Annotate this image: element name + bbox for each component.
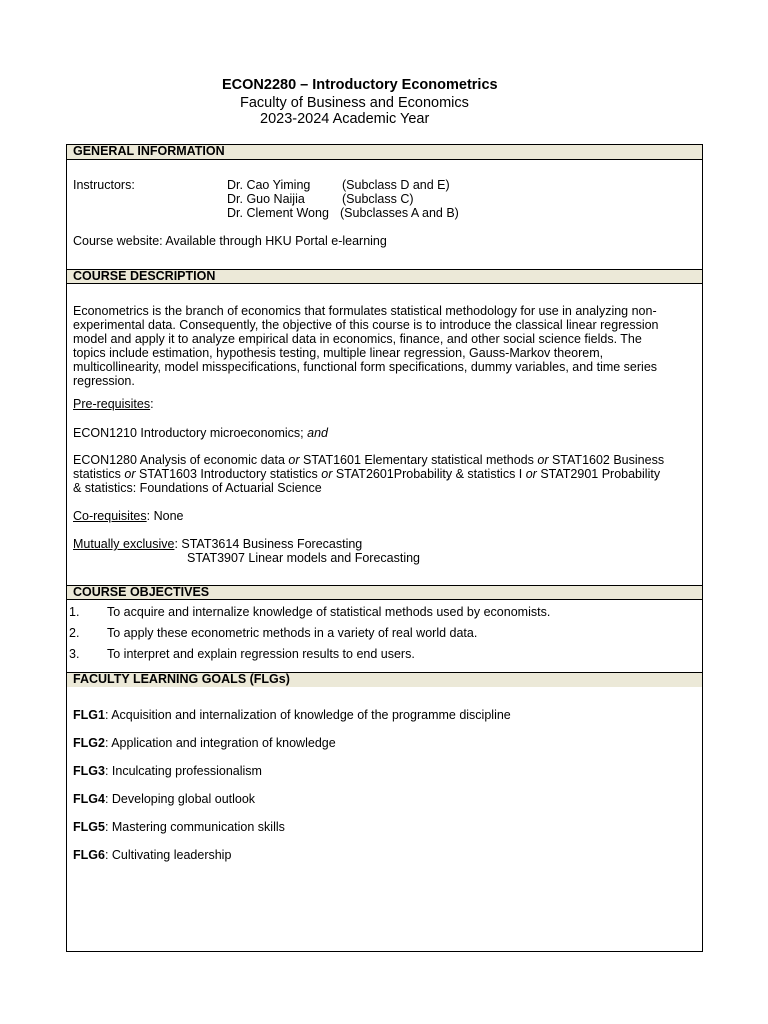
instructor-subclass: (Subclass C) bbox=[342, 192, 414, 206]
corequisites-value: : None bbox=[146, 509, 184, 523]
prereq-or: or bbox=[537, 453, 549, 467]
course-description-heading: COURSE DESCRIPTION bbox=[67, 269, 702, 284]
description-line: Econometrics is the branch of economics that formulates statistical methodology for use in analyzing non- bbox=[73, 304, 657, 318]
prerequisite-2-line: & statistics: Foundations of Actuarial Science bbox=[73, 481, 322, 495]
prereq-text: ECON1280 Analysis of economic data bbox=[73, 453, 289, 467]
prerequisites-label bbox=[73, 397, 154, 411]
objective-number: 1. bbox=[69, 605, 80, 619]
corequisites bbox=[73, 509, 183, 523]
instructors-label: Instructors: bbox=[73, 178, 135, 192]
mutually-exclusive-value: : STAT3614 Business Forecasting bbox=[174, 537, 363, 551]
objective-text: To apply these econometric methods in a variety of real world data. bbox=[107, 626, 478, 640]
prerequisite-and: and bbox=[307, 426, 328, 440]
course-title: ECON2280 – Introductory Econometrics bbox=[222, 77, 498, 93]
flg-code: FLG1 bbox=[73, 708, 105, 722]
prereq-text: STAT2601Probability & statistics I bbox=[332, 467, 526, 481]
faculty-name: Faculty of Business and Economics bbox=[240, 95, 469, 111]
flg-code: FLG5 bbox=[73, 820, 105, 834]
flg-text: : Mastering communication skills bbox=[104, 820, 285, 834]
course-objectives-heading: COURSE OBJECTIVES bbox=[67, 585, 702, 600]
instructor-name: Dr. Guo Naijia bbox=[227, 192, 305, 206]
prereq-text: statistics bbox=[73, 467, 125, 481]
flg-item bbox=[73, 708, 511, 722]
prerequisite-2-line bbox=[73, 467, 660, 481]
prerequisites-label-text: Pre-requisites bbox=[73, 397, 151, 411]
prerequisite-2-line bbox=[73, 453, 664, 467]
prereq-or: or bbox=[288, 453, 300, 467]
objective-number: 3. bbox=[69, 647, 80, 661]
flg-item bbox=[73, 820, 285, 834]
flg-item bbox=[73, 736, 336, 750]
prereq-text: STAT1602 Business bbox=[548, 453, 665, 467]
prerequisites-colon: : bbox=[150, 397, 154, 411]
flg-text: : Inculcating professionalism bbox=[104, 764, 262, 778]
prereq-text: STAT2901 Probability bbox=[536, 467, 661, 481]
prereq-or: or bbox=[321, 467, 333, 481]
flg-code: FLG4 bbox=[73, 792, 105, 806]
prerequisite-1 bbox=[73, 426, 328, 440]
description-line: multicollinearity, model misspecifications, functional form specifications, dummy variables, and time series bbox=[73, 360, 658, 374]
flg-text: : Acquisition and internalization of knowledge of the programme discipline bbox=[104, 708, 511, 722]
flg-text: : Cultivating leadership bbox=[104, 848, 232, 862]
flg-code: FLG3 bbox=[73, 764, 105, 778]
mutually-exclusive-label: Mutually exclusive bbox=[73, 537, 175, 551]
objective-text: To interpret and explain regression results to end users. bbox=[107, 647, 415, 661]
flg-item bbox=[73, 848, 231, 862]
mutually-exclusive bbox=[73, 537, 362, 551]
instructor-name: Dr. Clement Wong bbox=[227, 206, 329, 220]
course-website: Course website: Available through HKU Portal e-learning bbox=[73, 234, 387, 248]
flg-text: : Developing global outlook bbox=[104, 792, 256, 806]
corequisites-label: Co-requisites bbox=[73, 509, 147, 523]
flg-code: FLG2 bbox=[73, 736, 105, 750]
objective-number: 2. bbox=[69, 626, 80, 640]
instructor-subclass: (Subclasses A and B) bbox=[340, 206, 459, 220]
description-line: regression. bbox=[73, 374, 135, 388]
objective-text: To acquire and internalize knowledge of statistical methods used by economists. bbox=[107, 605, 551, 619]
prereq-or: or bbox=[124, 467, 136, 481]
prereq-text: STAT1601 Elementary statistical methods bbox=[299, 453, 538, 467]
flg-heading: FACULTY LEARNING GOALS (FLGs) bbox=[67, 672, 702, 687]
prerequisite-1-text: ECON1210 Introductory microeconomics; bbox=[73, 426, 308, 440]
description-line: topics include estimation, hypothesis testing, multiple linear regression, Gauss-Markov theorem, bbox=[73, 346, 604, 360]
prereq-or: or bbox=[525, 467, 537, 481]
mutually-exclusive-value: STAT3907 Linear models and Forecasting bbox=[187, 551, 420, 565]
flg-item bbox=[73, 792, 255, 806]
academic-year: 2023-2024 Academic Year bbox=[260, 111, 430, 127]
flg-item bbox=[73, 764, 262, 778]
description-line: experimental data. Consequently, the objective of this course is to introduce the classical linear regression bbox=[73, 318, 659, 332]
flg-code: FLG6 bbox=[73, 848, 105, 862]
prereq-text: STAT1603 Introductory statistics bbox=[135, 467, 322, 481]
description-line: model and apply it to analyze empirical data in economics, finance, and other social science fields. The bbox=[73, 332, 642, 346]
instructor-subclass: (Subclass D and E) bbox=[342, 178, 450, 192]
course-outline-table bbox=[66, 144, 703, 952]
general-info-heading: GENERAL INFORMATION bbox=[67, 145, 702, 160]
flg-text: : Application and integration of knowledge bbox=[104, 736, 336, 750]
instructor-name: Dr. Cao Yiming bbox=[227, 178, 311, 192]
